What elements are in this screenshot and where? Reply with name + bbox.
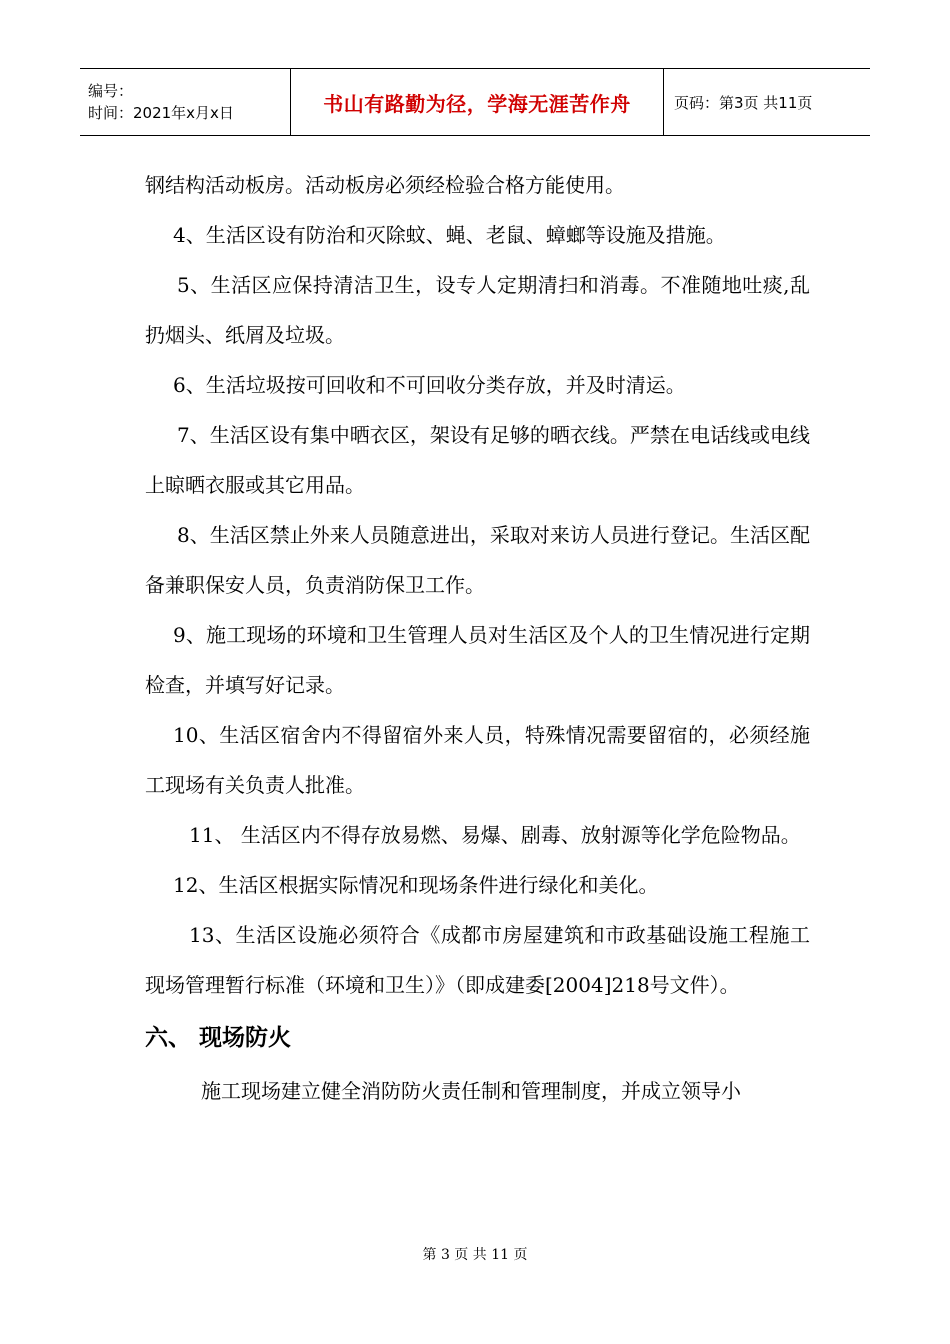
paragraph: 钢结构活动板房。活动板房必须经检验合格方能使用。 bbox=[145, 173, 625, 197]
paragraph: 7、生活区设有集中晒衣区，架设有足够的晒衣线。严禁在电话线或电线上晾晒衣服或其它用品。 bbox=[145, 423, 810, 497]
paragraph: 13、生活区设施必须符合《成都市房屋建筑和市政基础设施工程施工现场管理暂行标准（环境和卫生）》（即成建委[2004]218号文件）。 bbox=[145, 923, 810, 997]
section-title: 六、 现场防火 bbox=[145, 1025, 292, 1051]
document-body bbox=[145, 160, 810, 1116]
paragraph: 10、生活区宿舍内不得留宿外来人员，特殊情况需要留宿的，必须经施工现场有关负责人批准。 bbox=[145, 723, 810, 797]
page-footer: 第 3 页 共 11 页 bbox=[422, 1247, 528, 1263]
paragraph: 9、施工现场的环境和卫生管理人员对生活区及个人的卫生情况进行定期检查，并填写好记录。 bbox=[145, 623, 810, 697]
document-header bbox=[80, 68, 870, 136]
section-intro: 施工现场建立健全消防防火责任制和管理制度，并成立领导小 bbox=[201, 1079, 741, 1103]
paragraph: 5、生活区应保持清洁卫生，设专人定期清扫和消毒。不准随地吐痰,乱扔烟头、纸屑及垃圾。 bbox=[145, 273, 810, 347]
paragraph: 6、生活垃圾按可回收和不可回收分类存放，并及时清运。 bbox=[173, 373, 686, 397]
paragraph: 12、生活区根据实际情况和现场条件进行绿化和美化。 bbox=[173, 873, 659, 897]
paragraph: 4、生活区设有防治和灭除蚊、蝇、老鼠、蟑螂等设施及措施。 bbox=[173, 223, 726, 247]
header-meta-cell bbox=[80, 69, 291, 136]
paragraph: 8、生活区禁止外来人员随意进出，采取对来访人员进行登记。生活区配备兼职保安人员，负责消防保卫工作。 bbox=[145, 523, 810, 597]
paragraph: 11、 生活区内不得存放易燃、易爆、剧毒、放射源等化学危险物品。 bbox=[189, 823, 801, 847]
document-number-label: 编号： bbox=[88, 82, 134, 100]
header-motto: 书山有路勤为径，学海无涯苦作舟 bbox=[291, 69, 664, 136]
document-time-label: 时间：2021年x月x日 bbox=[88, 104, 234, 122]
header-page-info: 页码：第3页 共11页 bbox=[664, 69, 871, 136]
